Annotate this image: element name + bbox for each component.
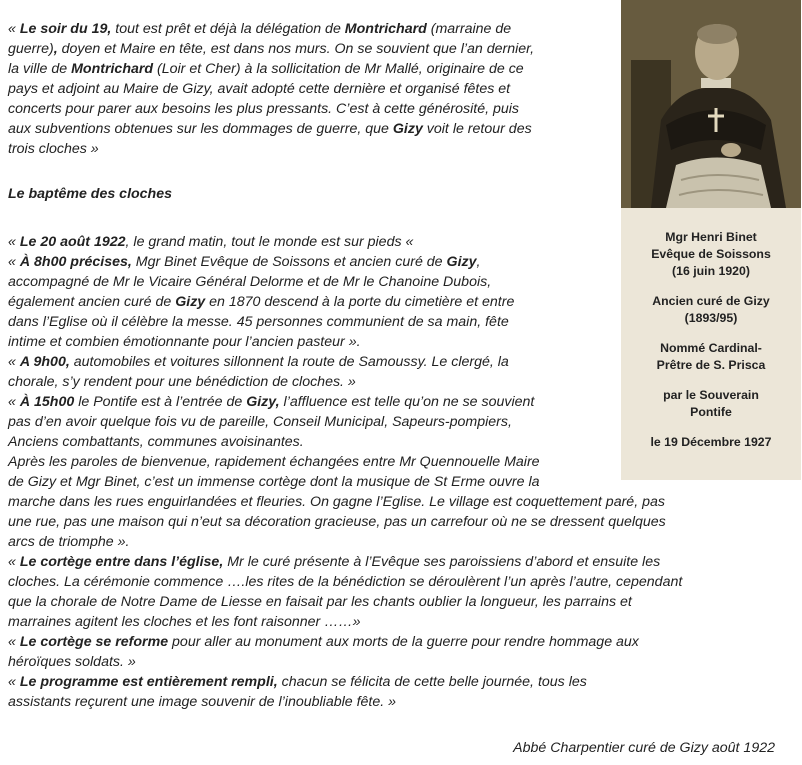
portrait-illustration	[621, 0, 801, 208]
caption-former-years: (1893/95)	[684, 311, 738, 325]
text-run: «	[8, 254, 20, 270]
text-run: Anciens combattants, communes avoisinantes.	[8, 434, 304, 450]
text-run: pas d’en avoir quelque fois vu de pareille, Conseil Municipal, Sapeurs-pompiers,	[8, 414, 512, 430]
text-run: une rue, pas une maison qui n’eut sa décoration gracieuse, pas un carrefour où ne se dressent quelques	[8, 514, 666, 530]
text-run: marche dans les rues enguirlandées et fleuries. On gagne l’Eglise. Le village est coquettement paré, pas	[8, 494, 665, 510]
caption-by: par le Souverain	[663, 388, 759, 402]
text-line	[8, 19, 534, 39]
text-run: doyen et Maire en tête, est dans nos murs. On se souvient que l’an dernier,	[57, 41, 535, 57]
intro-paragraph	[8, 19, 534, 159]
text-line	[8, 412, 682, 432]
text-run: que la chorale de Notre Dame de Liesse en faisait par les chants oublier la longueur, les parrains et	[8, 594, 632, 610]
caption-final-date: le 19 Décembre 1927	[650, 435, 772, 449]
caption-title: Evêque de Soissons	[651, 247, 771, 261]
text-run: «	[8, 634, 20, 650]
text-run: également ancien curé de	[8, 294, 176, 310]
text-run: Mr le curé présente à l’Evêque ses paroissiens d’abord et ensuite les	[223, 554, 661, 570]
text-line	[8, 452, 682, 472]
text-run: chacun se félicita de cette belle journée, tous les	[277, 674, 587, 690]
text-run: , le grand matin, tout le monde est sur pieds «	[125, 234, 414, 250]
section-heading: Le baptême des cloches	[8, 186, 173, 202]
text-run: trois cloches »	[8, 141, 99, 157]
text-run: l’affluence est telle qu’on ne se souvient	[279, 394, 535, 410]
text-run: «	[8, 674, 20, 690]
text-line	[8, 532, 682, 552]
text-line	[8, 472, 682, 492]
text-line	[8, 692, 682, 712]
text-run: «	[8, 234, 20, 250]
emphasis-run: A 9h00,	[19, 354, 70, 370]
text-line	[8, 79, 534, 99]
text-run: ,	[476, 254, 481, 270]
text-line	[8, 612, 682, 632]
text-run: assistants reçurent une image souvenir de l’inoubliable fête. »	[8, 694, 397, 710]
text-line	[8, 272, 682, 292]
text-run: «	[8, 554, 20, 570]
text-run: marraines agitent les cloches et les font raisonner ……»	[8, 614, 361, 630]
emphasis-run: Gizy	[392, 121, 423, 137]
story-paragraphs	[8, 232, 682, 712]
text-line	[8, 512, 682, 532]
emphasis-run: Le 20 août 1922	[19, 234, 126, 250]
text-run: (marraine de	[426, 21, 512, 37]
text-run: arcs de triomphe ».	[8, 534, 130, 550]
text-line	[8, 552, 682, 572]
text-line	[8, 632, 682, 652]
text-run: cloches. La cérémonie commence ….les rites de la bénédiction se déroulèrent l’un après l’autre, cependant	[8, 574, 683, 590]
text-line	[8, 652, 682, 672]
text-line	[8, 59, 534, 79]
text-line	[8, 672, 682, 692]
emphasis-run: Le cortège se reforme	[19, 634, 169, 650]
text-run: le Pontife est à l’entrée de	[74, 394, 247, 410]
emphasis-run: À 8h00 précises,	[19, 254, 132, 270]
emphasis-run: ,	[53, 41, 58, 57]
emphasis-run: Gizy,	[246, 394, 280, 410]
text-line	[8, 432, 682, 452]
caption-pontiff: Pontife	[690, 405, 732, 419]
emphasis-run: À 15h00	[19, 394, 75, 410]
text-line	[8, 392, 682, 412]
text-line	[8, 492, 682, 512]
text-run: aux subventions obtenues sur les dommages de guerre, que	[8, 121, 393, 137]
portrait-photo	[621, 0, 801, 208]
signature: Abbé Charpentier curé de Gizy août 1922	[513, 740, 775, 756]
text-run: voit le retour des	[422, 121, 532, 137]
text-line	[8, 312, 682, 332]
text-run: automobiles et voitures sillonnent la route de Samoussy. Le clergé, la	[69, 354, 509, 370]
text-run: accompagné de Mr le Vicaire Général Delorme et de Mr le Chanoine Dubois,	[8, 274, 492, 290]
text-run: de Gizy et Mgr Binet, c’est un immense cortège dont la musique de St Erme ouvre la	[8, 474, 540, 490]
caption-name: Mgr Henri Binet	[665, 230, 757, 244]
text-run: «	[8, 354, 20, 370]
text-line	[8, 119, 534, 139]
emphasis-run: Gizy	[175, 294, 206, 310]
text-run: intime et combien émotionnante pour l’ancien pasteur ».	[8, 334, 361, 350]
emphasis-run: Montrichard	[71, 61, 154, 77]
text-line	[8, 232, 682, 252]
text-run: chorale, s’y rendent pour une bénédiction de cloches. »	[8, 374, 356, 390]
text-run: la ville de	[8, 61, 72, 77]
emphasis-run: Gizy	[446, 254, 477, 270]
text-run: guerre)	[8, 41, 54, 57]
text-run: héroïques soldats. »	[8, 654, 136, 670]
text-run: tout est prêt et déjà la délégation de	[111, 21, 345, 37]
text-run: (Loir et Cher) à la sollicitation de Mr Mallé, originaire de ce	[153, 61, 524, 77]
caption-prisca: Prêtre de S. Prisca	[656, 358, 766, 372]
emphasis-run: Montrichard	[344, 21, 427, 37]
text-run: en 1870 descend à la porte du cimetière et entre	[205, 294, 515, 310]
text-line	[8, 292, 682, 312]
text-line	[8, 332, 682, 352]
caption-former-role: Ancien curé de Gizy	[652, 294, 770, 308]
text-line	[8, 99, 534, 119]
emphasis-run: Le programme est entièrement rempli,	[19, 674, 278, 690]
caption-date: (16 juin 1920)	[672, 264, 750, 278]
text-run: «	[8, 21, 20, 37]
text-run: pays et adjoint au Maire de Gizy, avait adopté cette dernière et organisé fêtes et	[8, 81, 511, 97]
text-run: Mgr Binet Evêque de Soissons et ancien curé de	[131, 254, 447, 270]
text-run: dans l’Eglise où il célèbre la messe. 45 personnes communient de sa main, fête	[8, 314, 509, 330]
text-line	[8, 372, 682, 392]
emphasis-run: Le soir du 19,	[19, 21, 112, 37]
text-line	[8, 352, 682, 372]
text-run: «	[8, 394, 20, 410]
text-run: concerts pour parer aux besoins les plus pressants. C’est à cette générosité, puis	[8, 101, 520, 117]
text-line	[8, 39, 534, 59]
emphasis-run: Le cortège entre dans l’église,	[19, 554, 224, 570]
text-run: pour aller au monument aux morts de la guerre pour rendre hommage aux	[168, 634, 639, 650]
portrait-caption	[621, 208, 801, 480]
text-line	[8, 252, 682, 272]
caption-cardinal: Nommé Cardinal-	[660, 341, 762, 355]
text-run: Après les paroles de bienvenue, rapidement échangées entre Mr Quennouelle Maire	[8, 454, 540, 470]
text-line	[8, 572, 682, 592]
text-line	[8, 592, 682, 612]
text-line	[8, 139, 534, 159]
